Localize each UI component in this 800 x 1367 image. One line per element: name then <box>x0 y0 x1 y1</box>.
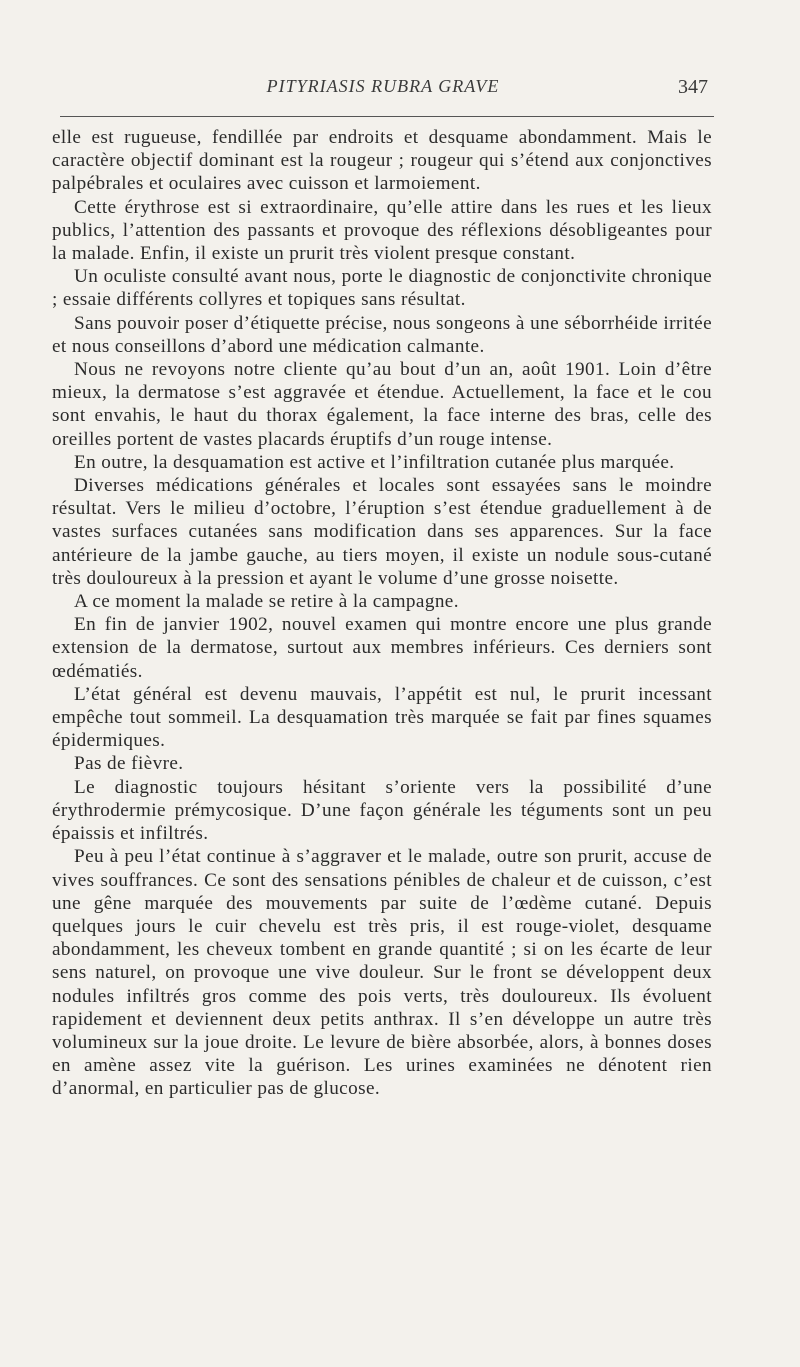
paragraph: En outre, la desquamation est active et l’infiltration cutanée plus marquée. <box>74 451 675 473</box>
paragraph: A ce moment la malade se retire à la campagne. <box>74 591 459 613</box>
paragraph: Le diagnostic toujours hésitant s’oriente vers la possibilité d’une érythrodermie prémycosique. D’une façon générale les téguments sont un peu épaissis et infiltrés. <box>52 776 712 845</box>
paragraph: En fin de janvier 1902, nouvel examen qui montre encore une plus grande extension de la dermatose, surtout aux membres inférieurs. Ces derniers sont œdématiés. <box>52 614 712 682</box>
header-rule <box>60 116 714 117</box>
paragraph: L’état général est devenu mauvais, l’appétit est nul, le prurit incessant empêche tout sommeil. La desquamation très marquée se fait par fines squames épidermiques. <box>52 683 712 752</box>
running-title: PITYRIASIS RUBRA GRAVE <box>266 76 500 96</box>
page-number: 347 <box>678 76 708 98</box>
paragraph: Sans pouvoir poser d’étiquette précise, nous songeons à une séborrhéide irritée et nous conseillons d’abord une médication calmante. <box>52 312 712 357</box>
paragraph: Diverses médications générales et locales sont essayées sans le moindre résultat. Vers le milieu d’octobre, l’éruption s’est étendue graduellement à de vastes surfaces cutanées sans modification dans ses apparences. Sur la face antérieure de la jambe gauche, au tiers moyen, il existe un nodule sous-cutané très douloureux à la pression et ayant le volume d’une grosse noisette. <box>52 475 712 589</box>
paragraph: Nous ne revoyons notre cliente qu’au bout d’un an, août 1901. Loin d’être mieux, la dermatose s’est aggravée et étendue. Actuellement, la face et le cou sont envahis, le haut du thorax également, la face interne des bras, celle des oreilles portent de vastes placards éruptifs d’un rouge intense. <box>52 359 712 450</box>
body-text <box>52 126 712 1101</box>
paragraph: elle est rugueuse, fendillée par endroits et desquame abondamment. Mais le caractère objectif dominant est la rougeur ; rougeur qui s’étend aux conjonctives palpébrales et oculaires avec cuisson et larmoiement. <box>52 127 712 195</box>
page-header <box>52 76 714 102</box>
paragraph: Cette érythrose est si extraordinaire, qu’elle attire dans les rues et les lieux publics, l’attention des passants et provoque des réflexions désobligeantes pour la malade. Enfin, il existe un prurit très violent presque constant. <box>52 196 712 265</box>
paragraph: Peu à peu l’état continue à s’aggraver et le malade, outre son prurit, accuse de vives souffrances. Ce sont des sensations pénibles de chaleur et de cuisson, c’est une gêne marquée des mouvements par suite de l’œdème cutané. Depuis quelques jours le cuir chevelu est très pris, il est rouge-violet, desquame abondamment, les cheveux tombent en grande quantité ; si on les écarte de leur sens naturel, on provoque une vive douleur. Sur le front se développent deux nodules infiltrés gros comme des pois verts, très douloureux. Ils évoluent rapidement et deviennent deux petits anthrax. Il s’en développe un autre très volumineux sur la joue droite. Le levure de bière absorbée, alors, à bonnes doses en amène assez vite la guérison. Les urines examinées ne dénotent rien d’anormal, en particulier pas de glucose. <box>52 846 712 1100</box>
paragraph: Un oculiste consulté avant nous, porte le diagnostic de conjonctivite chronique ; essaie différents collyres et topiques sans résultat. <box>52 266 712 311</box>
paragraph: Pas de fièvre. <box>74 753 184 775</box>
